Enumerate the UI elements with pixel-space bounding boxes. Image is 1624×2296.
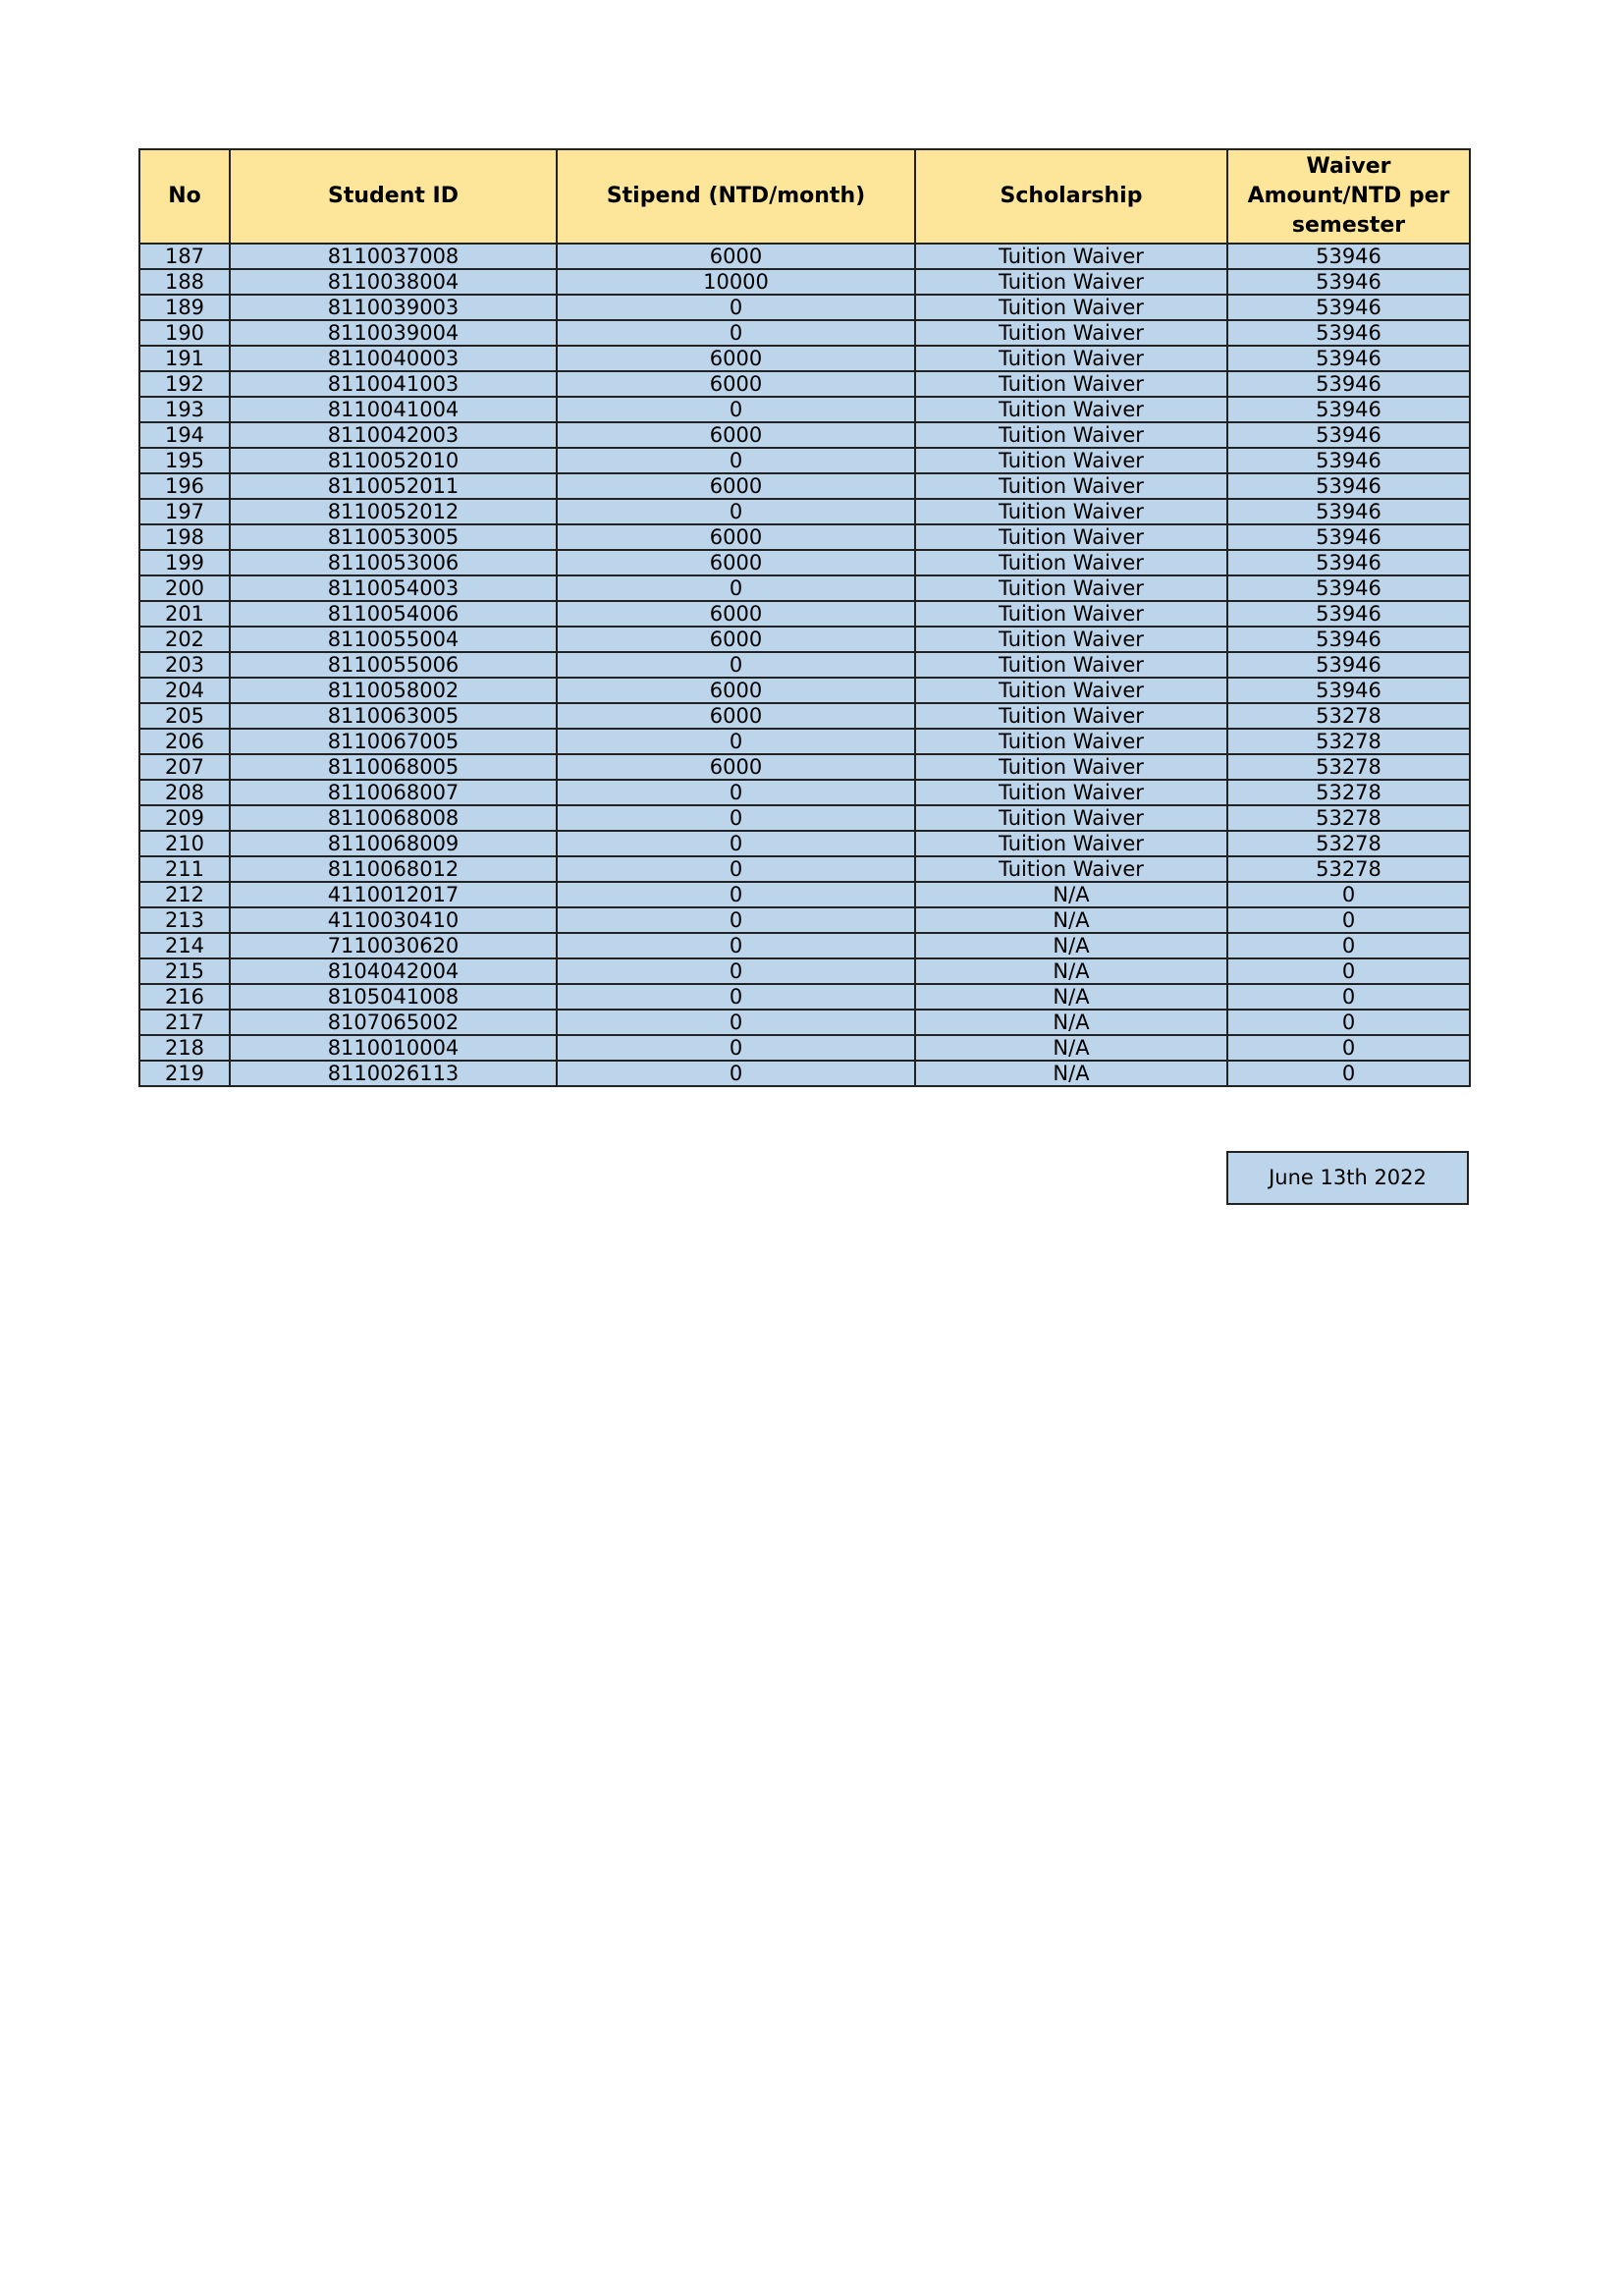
- cell-scholarship: N/A: [915, 958, 1227, 984]
- table-row: [139, 524, 1470, 550]
- date-cell: June 13th 2022: [1226, 1151, 1469, 1205]
- cell-stipend: 0: [557, 805, 915, 831]
- table-row: [139, 601, 1470, 627]
- table-row: [139, 575, 1470, 601]
- cell-stipend: 0: [557, 320, 915, 346]
- cell-stipend: 6000: [557, 244, 915, 269]
- cell-stipend: 0: [557, 1010, 915, 1035]
- cell-waiver: 53278: [1227, 856, 1470, 882]
- cell-waiver: 0: [1227, 958, 1470, 984]
- table-row: [139, 678, 1470, 703]
- header-student-id: Student ID: [230, 149, 557, 244]
- cell-no: 188: [139, 269, 230, 295]
- cell-waiver: 53946: [1227, 627, 1470, 652]
- cell-scholarship: Tuition Waiver: [915, 678, 1227, 703]
- cell-scholarship: Tuition Waiver: [915, 652, 1227, 678]
- cell-no: 205: [139, 703, 230, 729]
- cell-waiver: 53946: [1227, 397, 1470, 422]
- cell-no: 209: [139, 805, 230, 831]
- cell-no: 208: [139, 780, 230, 805]
- cell-no: 197: [139, 499, 230, 524]
- cell-stipend: 6000: [557, 346, 915, 371]
- cell-student-id: 8110052010: [230, 448, 557, 473]
- cell-student-id: 4110012017: [230, 882, 557, 907]
- cell-no: 207: [139, 754, 230, 780]
- table-row: [139, 244, 1470, 269]
- cell-waiver: 53946: [1227, 473, 1470, 499]
- cell-stipend: 0: [557, 1035, 915, 1061]
- cell-waiver: 0: [1227, 882, 1470, 907]
- cell-stipend: 0: [557, 499, 915, 524]
- cell-stipend: 6000: [557, 703, 915, 729]
- cell-no: 214: [139, 933, 230, 958]
- table-row: [139, 627, 1470, 652]
- cell-no: 199: [139, 550, 230, 575]
- cell-waiver: 53278: [1227, 703, 1470, 729]
- cell-student-id: 8110052011: [230, 473, 557, 499]
- cell-waiver: 53946: [1227, 499, 1470, 524]
- cell-student-id: 8110037008: [230, 244, 557, 269]
- cell-no: 202: [139, 627, 230, 652]
- cell-no: 187: [139, 244, 230, 269]
- cell-scholarship: Tuition Waiver: [915, 269, 1227, 295]
- cell-student-id: 8110068005: [230, 754, 557, 780]
- cell-student-id: 8110055004: [230, 627, 557, 652]
- cell-scholarship: N/A: [915, 1061, 1227, 1086]
- cell-scholarship: N/A: [915, 984, 1227, 1010]
- cell-no: 211: [139, 856, 230, 882]
- cell-waiver: 0: [1227, 1010, 1470, 1035]
- cell-scholarship: Tuition Waiver: [915, 371, 1227, 397]
- cell-scholarship: Tuition Waiver: [915, 627, 1227, 652]
- cell-stipend: 6000: [557, 473, 915, 499]
- cell-scholarship: N/A: [915, 907, 1227, 933]
- cell-student-id: 8110055006: [230, 652, 557, 678]
- cell-stipend: 6000: [557, 550, 915, 575]
- table-row: [139, 958, 1470, 984]
- cell-student-id: 7110030620: [230, 933, 557, 958]
- table-row: [139, 805, 1470, 831]
- cell-student-id: 8107065002: [230, 1010, 557, 1035]
- cell-stipend: 0: [557, 575, 915, 601]
- cell-scholarship: Tuition Waiver: [915, 754, 1227, 780]
- cell-student-id: 8105041008: [230, 984, 557, 1010]
- cell-no: 215: [139, 958, 230, 984]
- cell-scholarship: Tuition Waiver: [915, 703, 1227, 729]
- table-row: [139, 1035, 1470, 1061]
- cell-student-id: 8110041004: [230, 397, 557, 422]
- header-waiver: Waiver Amount/NTD per semester: [1227, 149, 1470, 244]
- header-scholarship: Scholarship: [915, 149, 1227, 244]
- cell-stipend: 0: [557, 933, 915, 958]
- cell-waiver: 53946: [1227, 320, 1470, 346]
- scholarship-table: [138, 148, 1471, 1087]
- cell-no: 196: [139, 473, 230, 499]
- cell-student-id: 8110010004: [230, 1035, 557, 1061]
- table-row: [139, 1010, 1470, 1035]
- table-row: [139, 780, 1470, 805]
- cell-no: 213: [139, 907, 230, 933]
- table-row: [139, 320, 1470, 346]
- cell-scholarship: Tuition Waiver: [915, 524, 1227, 550]
- cell-waiver: 53946: [1227, 295, 1470, 320]
- cell-student-id: 8110039003: [230, 295, 557, 320]
- cell-waiver: 53278: [1227, 805, 1470, 831]
- cell-waiver: 53946: [1227, 550, 1470, 575]
- cell-stipend: 6000: [557, 422, 915, 448]
- cell-waiver: 0: [1227, 1061, 1470, 1086]
- cell-waiver: 0: [1227, 907, 1470, 933]
- cell-no: 198: [139, 524, 230, 550]
- cell-no: 195: [139, 448, 230, 473]
- table-row: [139, 984, 1470, 1010]
- cell-stipend: 0: [557, 882, 915, 907]
- cell-stipend: 0: [557, 831, 915, 856]
- cell-student-id: 8110026113: [230, 1061, 557, 1086]
- cell-waiver: 53946: [1227, 575, 1470, 601]
- table-row: [139, 856, 1470, 882]
- cell-waiver: 53946: [1227, 601, 1470, 627]
- cell-scholarship: Tuition Waiver: [915, 295, 1227, 320]
- cell-stipend: 0: [557, 652, 915, 678]
- cell-scholarship: N/A: [915, 1035, 1227, 1061]
- table-row: [139, 831, 1470, 856]
- table-row: [139, 295, 1470, 320]
- cell-student-id: 8110068012: [230, 856, 557, 882]
- cell-stipend: 6000: [557, 627, 915, 652]
- table-row: [139, 371, 1470, 397]
- cell-waiver: 53946: [1227, 652, 1470, 678]
- cell-student-id: 8110052012: [230, 499, 557, 524]
- table-row: [139, 397, 1470, 422]
- cell-stipend: 0: [557, 1061, 915, 1086]
- cell-waiver: 53278: [1227, 729, 1470, 754]
- cell-scholarship: N/A: [915, 882, 1227, 907]
- cell-stipend: 6000: [557, 678, 915, 703]
- cell-scholarship: Tuition Waiver: [915, 244, 1227, 269]
- cell-waiver: 53946: [1227, 346, 1470, 371]
- cell-no: 210: [139, 831, 230, 856]
- table-body: [139, 244, 1470, 1086]
- cell-stipend: 10000: [557, 269, 915, 295]
- cell-scholarship: Tuition Waiver: [915, 805, 1227, 831]
- cell-student-id: 8110058002: [230, 678, 557, 703]
- cell-waiver: 53946: [1227, 371, 1470, 397]
- cell-waiver: 53946: [1227, 678, 1470, 703]
- cell-stipend: 0: [557, 984, 915, 1010]
- cell-no: 219: [139, 1061, 230, 1086]
- cell-scholarship: Tuition Waiver: [915, 729, 1227, 754]
- cell-scholarship: Tuition Waiver: [915, 320, 1227, 346]
- cell-scholarship: N/A: [915, 933, 1227, 958]
- table-row: [139, 346, 1470, 371]
- cell-student-id: 8110038004: [230, 269, 557, 295]
- cell-waiver: 53946: [1227, 244, 1470, 269]
- cell-no: 192: [139, 371, 230, 397]
- cell-student-id: 8110068009: [230, 831, 557, 856]
- cell-stipend: 0: [557, 295, 915, 320]
- cell-scholarship: Tuition Waiver: [915, 346, 1227, 371]
- cell-no: 189: [139, 295, 230, 320]
- cell-waiver: 53946: [1227, 422, 1470, 448]
- cell-no: 216: [139, 984, 230, 1010]
- table-row: [139, 729, 1470, 754]
- cell-stipend: 0: [557, 729, 915, 754]
- cell-waiver: 53278: [1227, 754, 1470, 780]
- cell-student-id: 8110068008: [230, 805, 557, 831]
- cell-scholarship: Tuition Waiver: [915, 780, 1227, 805]
- cell-no: 217: [139, 1010, 230, 1035]
- cell-stipend: 0: [557, 958, 915, 984]
- cell-stipend: 6000: [557, 601, 915, 627]
- cell-stipend: 0: [557, 780, 915, 805]
- table-header-row: [139, 149, 1470, 244]
- cell-scholarship: Tuition Waiver: [915, 550, 1227, 575]
- cell-no: 218: [139, 1035, 230, 1061]
- cell-waiver: 53946: [1227, 448, 1470, 473]
- table-row: [139, 703, 1470, 729]
- cell-waiver: 53278: [1227, 780, 1470, 805]
- cell-stipend: 6000: [557, 524, 915, 550]
- cell-student-id: 8104042004: [230, 958, 557, 984]
- cell-student-id: 8110068007: [230, 780, 557, 805]
- table-row: [139, 448, 1470, 473]
- cell-student-id: 8110042003: [230, 422, 557, 448]
- cell-scholarship: Tuition Waiver: [915, 397, 1227, 422]
- cell-waiver: 0: [1227, 984, 1470, 1010]
- table-row: [139, 754, 1470, 780]
- table-row: [139, 550, 1470, 575]
- cell-waiver: 0: [1227, 933, 1470, 958]
- cell-scholarship: Tuition Waiver: [915, 448, 1227, 473]
- cell-student-id: 8110040003: [230, 346, 557, 371]
- cell-stipend: 0: [557, 448, 915, 473]
- cell-student-id: 8110054006: [230, 601, 557, 627]
- cell-no: 191: [139, 346, 230, 371]
- table-row: [139, 422, 1470, 448]
- cell-scholarship: Tuition Waiver: [915, 601, 1227, 627]
- cell-scholarship: Tuition Waiver: [915, 831, 1227, 856]
- cell-stipend: 6000: [557, 754, 915, 780]
- cell-stipend: 0: [557, 856, 915, 882]
- table-row: [139, 907, 1470, 933]
- table-row: [139, 473, 1470, 499]
- cell-student-id: 8110039004: [230, 320, 557, 346]
- cell-no: 194: [139, 422, 230, 448]
- table-row: [139, 882, 1470, 907]
- cell-student-id: 8110053005: [230, 524, 557, 550]
- header-no: No: [139, 149, 230, 244]
- cell-student-id: 8110054003: [230, 575, 557, 601]
- table-row: [139, 652, 1470, 678]
- cell-scholarship: Tuition Waiver: [915, 422, 1227, 448]
- cell-no: 200: [139, 575, 230, 601]
- cell-stipend: 6000: [557, 371, 915, 397]
- cell-scholarship: Tuition Waiver: [915, 575, 1227, 601]
- cell-waiver: 0: [1227, 1035, 1470, 1061]
- cell-student-id: 8110041003: [230, 371, 557, 397]
- cell-student-id: 8110053006: [230, 550, 557, 575]
- cell-no: 212: [139, 882, 230, 907]
- cell-scholarship: Tuition Waiver: [915, 499, 1227, 524]
- cell-student-id: 8110063005: [230, 703, 557, 729]
- cell-student-id: 8110067005: [230, 729, 557, 754]
- cell-student-id: 4110030410: [230, 907, 557, 933]
- cell-no: 203: [139, 652, 230, 678]
- cell-no: 206: [139, 729, 230, 754]
- cell-no: 201: [139, 601, 230, 627]
- cell-scholarship: N/A: [915, 1010, 1227, 1035]
- cell-waiver: 53946: [1227, 269, 1470, 295]
- cell-no: 204: [139, 678, 230, 703]
- table-row: [139, 1061, 1470, 1086]
- table-row: [139, 269, 1470, 295]
- cell-no: 190: [139, 320, 230, 346]
- cell-stipend: 0: [557, 907, 915, 933]
- table-row: [139, 499, 1470, 524]
- cell-waiver: 53946: [1227, 524, 1470, 550]
- cell-scholarship: Tuition Waiver: [915, 856, 1227, 882]
- cell-no: 193: [139, 397, 230, 422]
- cell-scholarship: Tuition Waiver: [915, 473, 1227, 499]
- cell-waiver: 53278: [1227, 831, 1470, 856]
- header-stipend: Stipend (NTD/month): [557, 149, 915, 244]
- cell-stipend: 0: [557, 397, 915, 422]
- table-row: [139, 933, 1470, 958]
